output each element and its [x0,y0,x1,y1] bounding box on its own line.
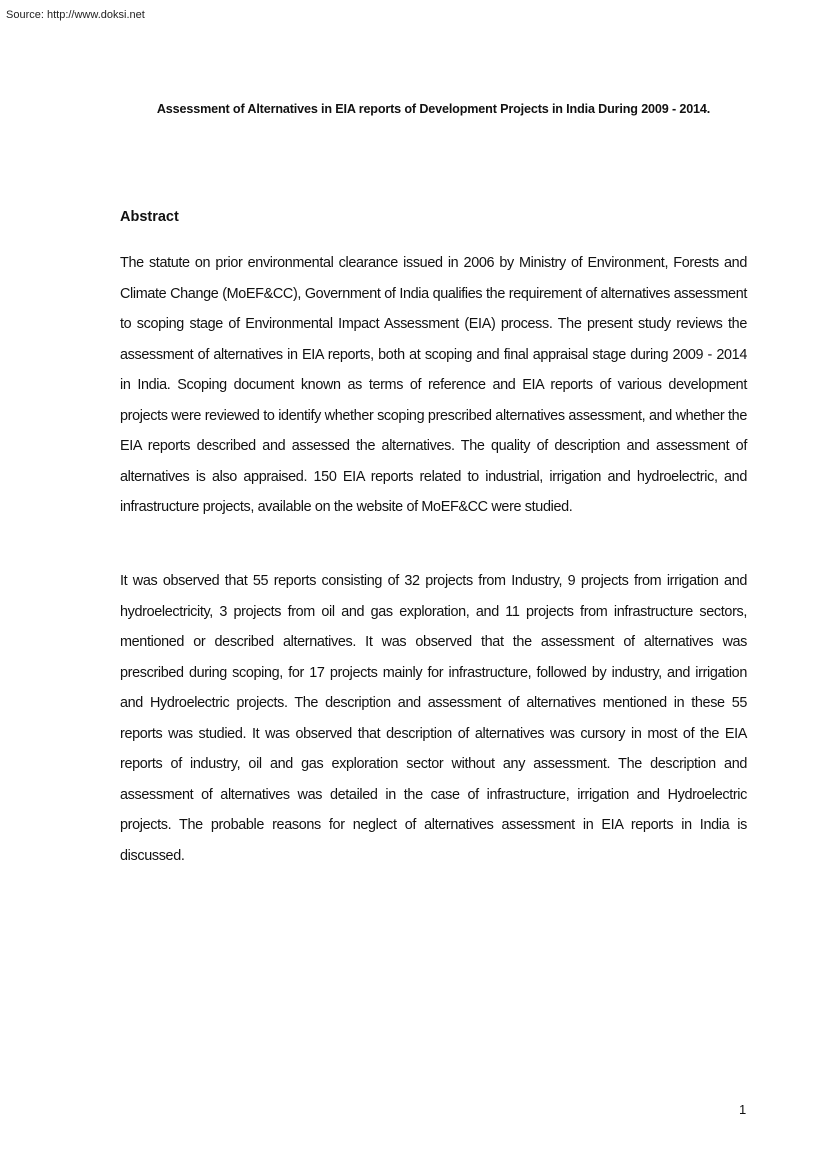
abstract-paragraph-1: The statute on prior environmental clearance issued in 2006 by Ministry of Environment, Forests and Climate Change (MoEF&CC), Government of India qualifies the requirement of alternatives assessment to scoping stage of Environmental Impact Assessment (EIA) process. The present study reviews the assessment of alternatives in EIA reports, both at scoping and final appraisal stage during 2009 - 2014 in India. Scoping document known as terms of reference and EIA reports of various development projects were reviewed to identify whether scoping prescribed alternatives assessment, and whether the EIA reports described and assessed the alternatives. The quality of description and assessment of alternatives is also appraised. 150 EIA reports related to industrial, irrigation and hydroelectric, and infrastructure projects, available on the website of MoEF&CC were studied. [120,255,747,515]
document-title: Assessment of Alternatives in EIA reports of Development Projects in India During 2009 - 2014. [156,102,711,116]
abstract-paragraph-2: It was observed that 55 reports consisting of 32 projects from Industry, 9 projects from irrigation and hydroelectricity, 3 projects from oil and gas exploration, and 11 projects from infrastructure sectors, mentioned or described alternatives. It was observed that the assessment of alternatives was prescribed during scoping, for 17 projects mainly for infrastructure, followed by industry, and irrigation and Hydroelectric projects. The description and assessment of alternatives mentioned in these 55 reports was studied. It was observed that description of alternatives was cursory in most of the EIA reports of industry, oil and gas exploration sector without any assessment. The description and assessment of alternatives was detailed in the case of infrastructure, irrigation and Hydroelectric projects. The probable reasons for neglect of alternatives assessment in EIA reports in India is discussed. [120,573,747,864]
source-label: Source: http://www.doksi.net [6,9,145,21]
page-number: 1 [739,1102,747,1117]
abstract-heading: Abstract [120,209,179,225]
